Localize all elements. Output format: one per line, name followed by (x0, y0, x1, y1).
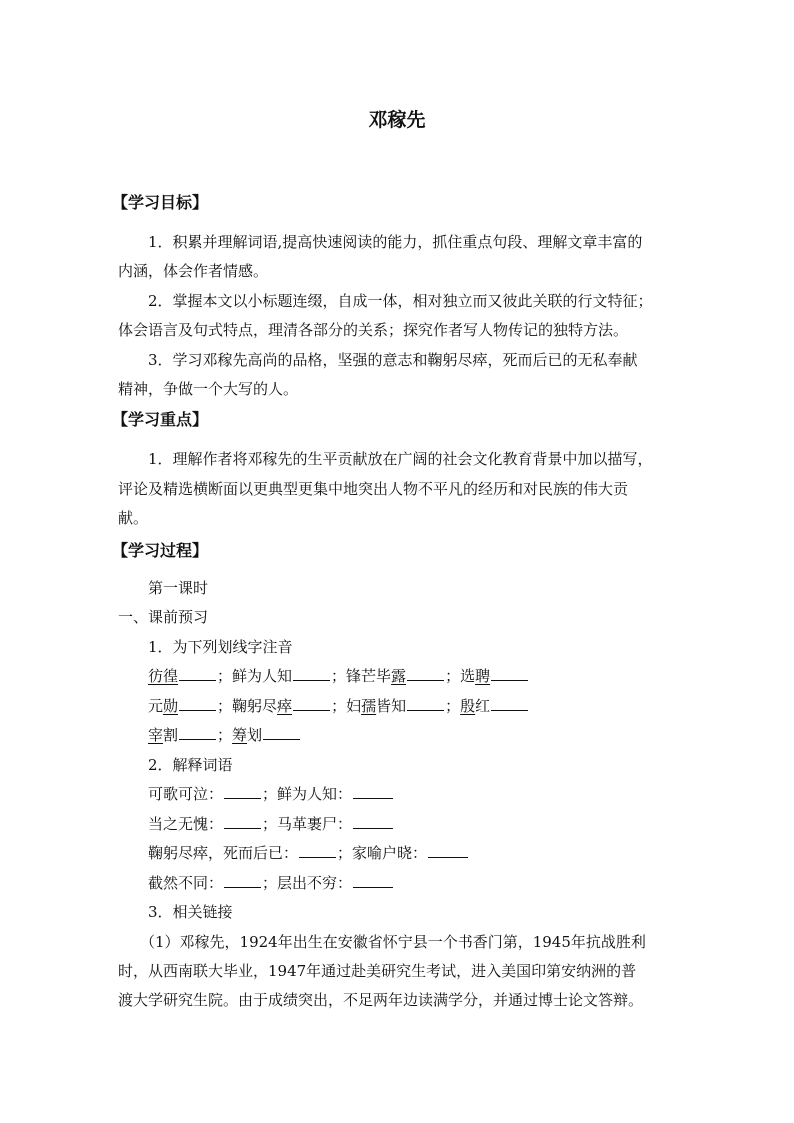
question-pinyin: 1．为下列划线字注音 (148, 638, 293, 656)
underlined-term: 孺 (361, 697, 377, 715)
answer-blank[interactable] (179, 666, 216, 681)
answer-blank[interactable] (179, 725, 216, 740)
term-row-4: 截然不同： ；层出不穷： (148, 873, 394, 893)
link-para-line-2: 时，从西南联大毕业，1947年通过赴美研究生考试，进入美国印第安纳洲的普 (118, 962, 637, 980)
answer-blank[interactable] (353, 873, 393, 888)
goal-1-line-2: 内涵，体会作者情感。 (118, 262, 269, 280)
underlined-term: 聘 (475, 667, 491, 685)
underlined-term: 瘁 (277, 697, 293, 715)
lesson-label: 第一课时 (148, 579, 209, 597)
term-row-3: 鞠躬尽瘁，死而后已： ；家喻户晓： (148, 843, 469, 863)
underlined-term: 彷徨 (148, 667, 179, 685)
answer-blank[interactable] (407, 696, 444, 711)
goal-3-line-2: 精神，争做一个大写的人。 (118, 380, 299, 398)
answer-blank[interactable] (224, 873, 261, 888)
goal-3-line-1: 3．学习邓稼先高尚的品格，坚强的意志和鞠躬尽瘁，死而后已的无私奉献 (148, 351, 638, 369)
focus-line-3: 献。 (118, 509, 149, 527)
answer-blank[interactable] (353, 814, 393, 829)
answer-blank[interactable] (491, 696, 528, 711)
underlined-term: 露 (391, 667, 407, 685)
underlined-term: 勋 (163, 697, 179, 715)
link-para-line-3: 渡大学研究生院。由于成绩突出，不足两年边读满学分，并通过博士论文答辩。 (118, 991, 644, 1009)
answer-blank[interactable] (224, 814, 261, 829)
answer-blank[interactable] (353, 784, 393, 799)
link-para-line-1: （1）邓稼先，1924年出生在安徽省怀宁县一个书香门第，1945年抗战胜利 (140, 933, 646, 951)
answer-blank[interactable] (179, 696, 216, 711)
question-explain: 2．解释词语 (148, 756, 233, 774)
answer-blank[interactable] (293, 666, 330, 681)
underlined-term: 殷 (460, 697, 476, 715)
focus-heading: 【学习重点】 (112, 410, 209, 429)
pinyin-row-2: 元勋 ；鞠躬尽瘁 ；妇孺皆知 ；殷红 (148, 696, 529, 716)
pinyin-row-1: 彷徨 ；鲜为人知 ；锋芒毕露 ；选聘 (148, 666, 529, 686)
focus-line-2: 评论及精选横断面以更典型更集中地突出人物不平凡的经历和对民族的伟大贡 (118, 480, 629, 498)
goal-2-line-2: 体会语言及句式特点，理清各部分的关系；探究作者写人物传记的独特方法。 (118, 321, 629, 339)
focus-line-1: 1．理解作者将邓稼先的生平贡献放在广阔的社会文化教育背景中加以描写， (148, 450, 653, 468)
answer-blank[interactable] (299, 843, 336, 858)
process-heading: 【学习过程】 (112, 541, 209, 560)
answer-blank[interactable] (224, 784, 261, 799)
pinyin-row-3: 宰割 ；筹划 (148, 725, 301, 745)
answer-blank[interactable] (428, 843, 468, 858)
page-title: 邓稼先 (368, 109, 426, 131)
answer-blank[interactable] (293, 696, 330, 711)
term-row-2: 当之无愧： ；马革裹尸： (148, 814, 394, 834)
question-links: 3．相关链接 (148, 903, 233, 921)
answer-blank[interactable] (407, 666, 444, 681)
section-preview: 一、课前预习 (118, 608, 209, 626)
underlined-term: 宰 (148, 726, 164, 744)
goal-2-line-1: 2．掌握本文以小标题连缀，自成一体，相对独立而又彼此关联的行文特征； (148, 292, 653, 310)
goals-heading: 【学习目标】 (112, 193, 209, 212)
answer-blank[interactable] (491, 666, 528, 681)
goal-1-line-1: 1．积累并理解词语,提高快速阅读的能力，抓住重点句段、理解文章丰富的 (148, 233, 643, 251)
answer-blank[interactable] (263, 725, 300, 740)
underlined-term: 筹 (232, 726, 248, 744)
term-row-1: 可歌可泣： ；鲜为人知： (148, 784, 394, 804)
